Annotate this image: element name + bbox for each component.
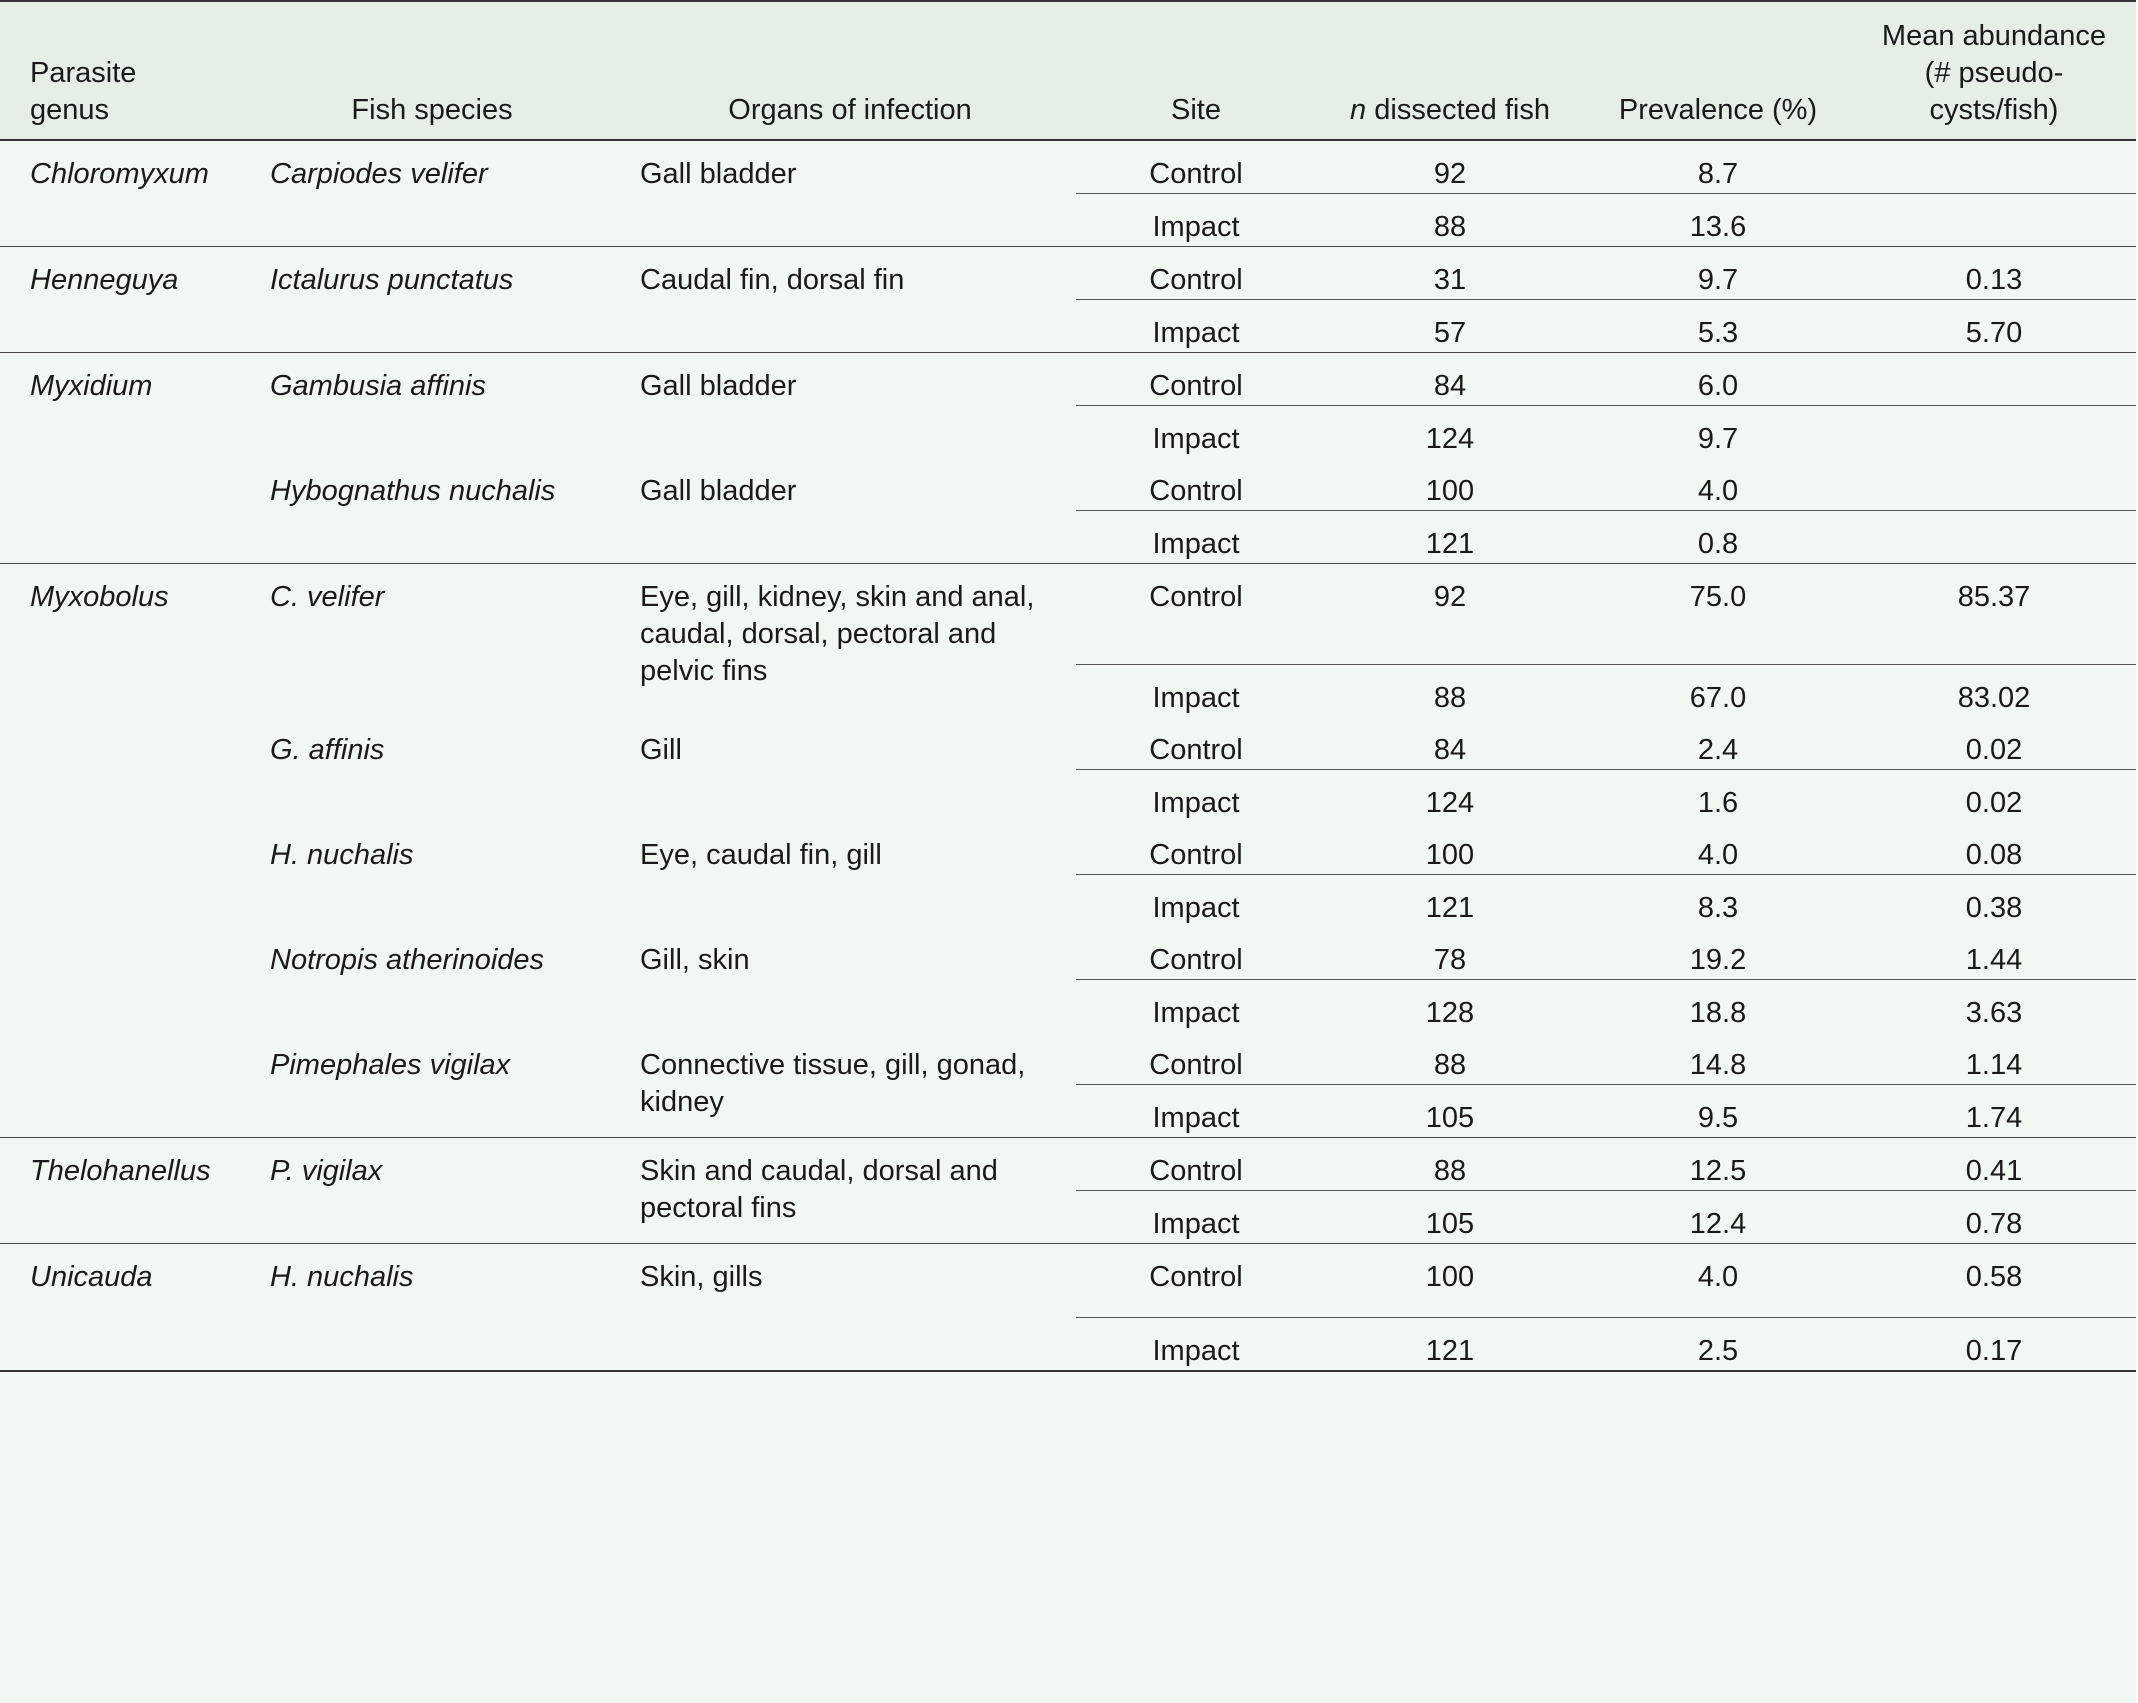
abundance-cell: 85.37 — [1852, 564, 2136, 665]
prevalence-cell: 9.7 — [1584, 247, 1852, 300]
n-dissected-cell: 124 — [1316, 406, 1584, 459]
prevalence-cell: 4.0 — [1584, 1244, 1852, 1318]
organs-of-infection: Gall bladder — [624, 353, 1076, 459]
organs-of-infection: Eye, caudal fin, gill — [640, 839, 882, 871]
site-cell: Impact — [1076, 300, 1316, 353]
abundance-cell: 0.13 — [1852, 247, 2136, 300]
abundance-cell: 0.41 — [1852, 1138, 2136, 1191]
organs-of-infection: Connective tissue, gill, gonad, kidney — [640, 1049, 1026, 1118]
header-prevalence: Prevalence (%) — [1584, 1, 1852, 140]
n-dissected-cell: 84 — [1433, 734, 1467, 766]
site-cell: Control — [1076, 353, 1316, 406]
table-row — [0, 1244, 2136, 1318]
abundance-cell: 1.44 — [1965, 944, 2023, 976]
abundance-cell: 1.74 — [1852, 1085, 2136, 1138]
n-dissected-cell: 124 — [1316, 770, 1584, 823]
header-row — [0, 1, 2136, 140]
table-row — [0, 822, 2136, 875]
site-cell: Impact — [1076, 194, 1316, 247]
organs-of-infection: Gall bladder — [640, 475, 797, 507]
prevalence-cell: 12.5 — [1584, 1138, 1852, 1191]
abundance-cell: 1.14 — [1965, 1049, 2023, 1081]
organs-of-infection: Skin and caudal, dorsal and pectoral fins — [624, 1138, 1076, 1244]
site-cell: Control — [1149, 475, 1243, 507]
n-dissected-cell: 105 — [1316, 1191, 1584, 1244]
abundance-cell — [1852, 353, 2136, 406]
prevalence-cell: 9.7 — [1584, 406, 1852, 459]
abundance-cell: 0.58 — [1852, 1244, 2136, 1318]
site-cell: Impact — [1076, 980, 1316, 1033]
parasite-genus: Henneguya — [0, 247, 240, 353]
n-dissected-cell: 105 — [1316, 1085, 1584, 1138]
abundance-cell: 0.08 — [1965, 839, 2023, 871]
parasite-genus: Chloromyxum — [30, 158, 209, 190]
abundance-cell — [1852, 458, 2136, 511]
n-dissected-cell: 121 — [1316, 1318, 1584, 1372]
header-n-dissected — [1316, 1, 1584, 140]
n-dissected-cell: 57 — [1316, 300, 1584, 353]
table-row — [0, 927, 2136, 980]
fish-species: H. nuchalis — [270, 839, 414, 871]
table-row — [0, 353, 2136, 406]
n-dissected-cell: 92 — [1316, 564, 1584, 665]
n-dissected-cell: 92 — [1433, 158, 1467, 190]
n-dissected-cell: 78 — [1433, 944, 1467, 976]
abundance-cell — [1852, 406, 2136, 459]
header-site: Site — [1076, 1, 1316, 140]
abundance-cell — [1852, 140, 2136, 194]
n-dissected-cell: 88 — [1433, 1049, 1467, 1081]
fish-species: P. vigilax — [240, 1138, 624, 1244]
fish-species: H. nuchalis — [240, 1244, 624, 1372]
header-mean-abundance: Mean abundance (# pseudo-cysts/fish) — [1852, 1, 2136, 140]
fish-species: Hybognathus nuchalis — [270, 475, 556, 507]
prevalence-cell: 9.5 — [1584, 1085, 1852, 1138]
abundance-cell: 0.02 — [1852, 770, 2136, 823]
n-dissected-cell: 100 — [1425, 839, 1475, 871]
prevalence-cell: 8.7 — [1697, 158, 1739, 190]
site-cell: Control — [1076, 1138, 1316, 1191]
organs-of-infection: Gall bladder — [640, 158, 797, 190]
n-dissected-cell: 121 — [1316, 511, 1584, 564]
prevalence-cell: 19.2 — [1689, 944, 1747, 976]
prevalence-cell: 12.4 — [1584, 1191, 1852, 1244]
parasite-genus: Thelohanellus — [0, 1138, 240, 1244]
n-dissected-cell: 88 — [1316, 665, 1584, 718]
site-cell: Impact — [1076, 665, 1316, 718]
site-cell: Control — [1076, 564, 1316, 665]
prevalence-cell: 1.6 — [1584, 770, 1852, 823]
table-row — [0, 247, 2136, 300]
n-dissected-cell: 100 — [1425, 475, 1475, 507]
fish-species: C. velifer — [240, 564, 624, 718]
parasite-genus: Myxidium — [0, 353, 240, 564]
fish-species: Pimephales vigilax — [270, 1049, 511, 1081]
header-fish-species: Fish species — [240, 1, 624, 140]
abundance-cell: 0.38 — [1852, 875, 2136, 928]
table-row — [0, 717, 2136, 770]
abundance-cell: 83.02 — [1852, 665, 2136, 718]
table-body — [0, 140, 2136, 1371]
abundance-cell: 0.78 — [1852, 1191, 2136, 1244]
prevalence-cell: 4.0 — [1697, 475, 1739, 507]
site-cell: Control — [1149, 1049, 1243, 1081]
fish-species: Gambusia affinis — [240, 353, 624, 459]
prevalence-cell: 2.5 — [1584, 1318, 1852, 1372]
site-cell: Control — [1076, 247, 1316, 300]
site-cell: Control — [1149, 839, 1243, 871]
site-cell: Control — [1149, 734, 1243, 766]
fish-species: Notropis atherinoides — [270, 944, 545, 976]
site-cell: Control — [1149, 944, 1243, 976]
site-cell: Impact — [1076, 875, 1316, 928]
prevalence-cell: 13.6 — [1584, 194, 1852, 247]
prevalence-cell: 5.3 — [1584, 300, 1852, 353]
prevalence-cell: 0.8 — [1584, 511, 1852, 564]
site-cell: Impact — [1076, 1191, 1316, 1244]
site-cell: Impact — [1076, 1085, 1316, 1138]
site-cell: Control — [1076, 1244, 1316, 1318]
header-n-label: dissected fish — [1366, 94, 1550, 126]
table-row — [0, 1138, 2136, 1191]
abundance-cell — [1852, 194, 2136, 247]
prevalence-cell: 14.8 — [1689, 1049, 1747, 1081]
header-parasite-genus: Parasite genus — [0, 1, 240, 140]
prevalence-cell: 75.0 — [1584, 564, 1852, 665]
parasite-genus: Unicauda — [0, 1244, 240, 1372]
abundance-cell: 0.17 — [1852, 1318, 2136, 1372]
table-row — [0, 140, 2136, 194]
fish-species: G. affinis — [270, 734, 385, 766]
n-dissected-cell: 121 — [1316, 875, 1584, 928]
site-cell: Impact — [1076, 406, 1316, 459]
site-cell: Impact — [1076, 511, 1316, 564]
prevalence-cell: 6.0 — [1584, 353, 1852, 406]
fish-species: Carpiodes velifer — [270, 158, 488, 190]
prevalence-cell: 18.8 — [1584, 980, 1852, 1033]
fish-species: Ictalurus punctatus — [240, 247, 624, 353]
abundance-cell — [1852, 511, 2136, 564]
organs-of-infection: Eye, gill, kidney, skin and anal, caudal, dorsal, pectoral and pelvic fins — [624, 564, 1076, 718]
n-dissected-cell: 88 — [1316, 1138, 1584, 1191]
site-cell: Impact — [1076, 1318, 1316, 1372]
abundance-cell: 5.70 — [1852, 300, 2136, 353]
organs-of-infection: Gill — [640, 734, 682, 766]
header-n-symbol: n — [1350, 94, 1367, 126]
table-row — [0, 458, 2136, 511]
organs-of-infection: Skin, gills — [624, 1244, 1076, 1372]
abundance-cell: 3.63 — [1852, 980, 2136, 1033]
organs-of-infection: Caudal fin, dorsal fin — [624, 247, 1076, 353]
n-dissected-cell: 84 — [1316, 353, 1584, 406]
prevalence-cell: 4.0 — [1697, 839, 1739, 871]
prevalence-cell: 2.4 — [1697, 734, 1739, 766]
n-dissected-cell: 31 — [1316, 247, 1584, 300]
prevalence-cell: 67.0 — [1584, 665, 1852, 718]
site-cell: Control — [1149, 158, 1243, 190]
header-organs: Organs of infection — [624, 1, 1076, 140]
abundance-cell: 0.02 — [1965, 734, 2023, 766]
prevalence-cell: 8.3 — [1584, 875, 1852, 928]
table-row — [0, 564, 2136, 665]
parasite-genus: Myxobolus — [0, 564, 240, 1138]
n-dissected-cell: 88 — [1316, 194, 1584, 247]
table-row — [0, 1032, 2136, 1085]
site-cell: Impact — [1076, 770, 1316, 823]
organs-of-infection: Gill, skin — [640, 944, 750, 976]
n-dissected-cell: 100 — [1316, 1244, 1584, 1318]
n-dissected-cell: 128 — [1316, 980, 1584, 1033]
